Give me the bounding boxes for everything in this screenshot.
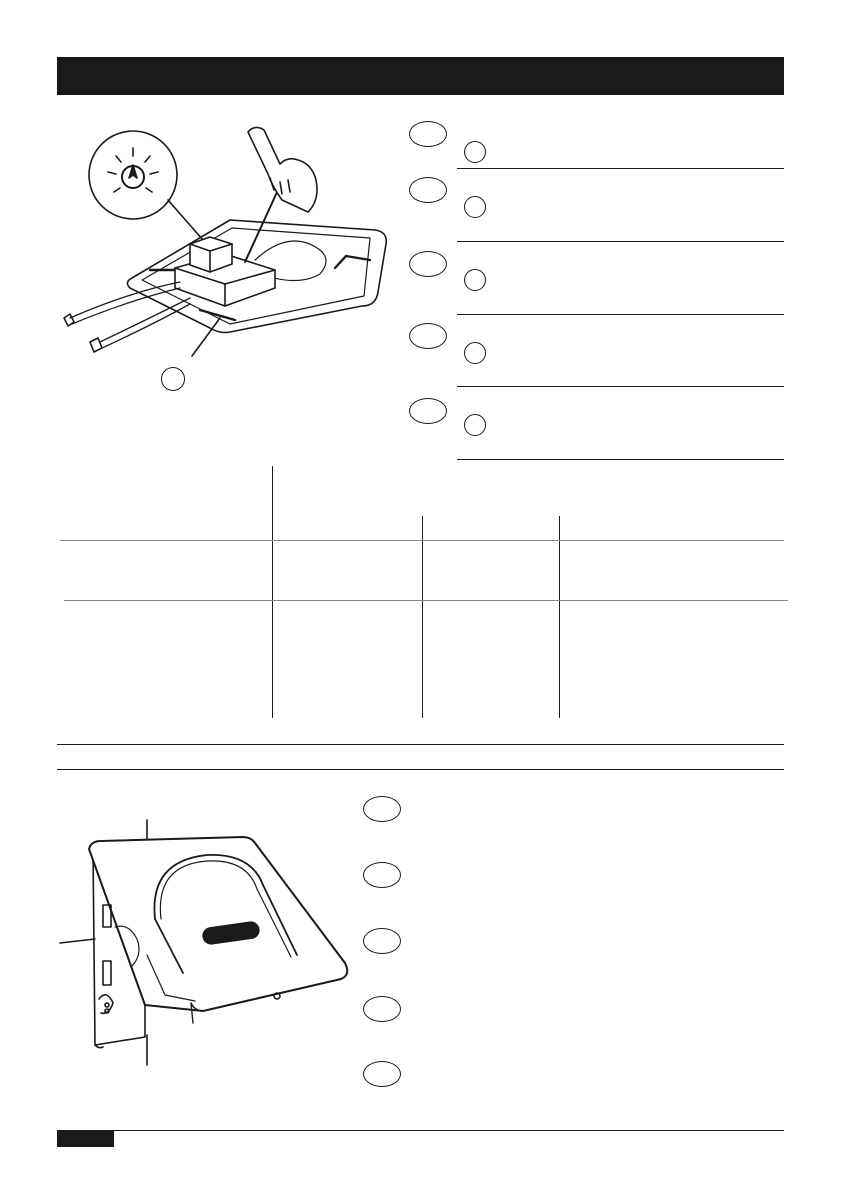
page-number-block	[57, 1131, 114, 1147]
language-marker-3	[363, 928, 401, 954]
step-number-circle	[464, 141, 486, 163]
wall-cover-icon	[60, 820, 347, 1065]
language-marker-4	[363, 996, 401, 1022]
list-divider	[457, 168, 784, 169]
list-divider	[457, 241, 784, 242]
step-number-circle	[464, 414, 486, 436]
footer-rule	[57, 1130, 784, 1131]
page-header-bar	[57, 57, 784, 95]
language-marker-5	[409, 398, 447, 424]
table-row	[60, 546, 784, 596]
thermostat-installation-illustration	[50, 120, 400, 400]
illustration-callout-marker	[161, 367, 185, 391]
language-marker-4	[409, 323, 447, 349]
step-number-circle	[464, 196, 486, 218]
list-divider	[457, 386, 784, 387]
thermostat-dial-icon	[89, 131, 177, 219]
language-marker-2	[363, 862, 401, 888]
language-marker-1	[409, 121, 447, 147]
language-marker-5	[363, 1061, 401, 1087]
language-marker-3	[409, 251, 447, 277]
language-marker-1	[363, 796, 401, 822]
table-row-divider	[60, 540, 784, 541]
list-divider	[457, 314, 784, 315]
section-divider	[57, 769, 784, 770]
list-divider	[457, 459, 784, 460]
language-marker-2	[409, 177, 447, 203]
specification-table	[60, 466, 788, 720]
table-row	[60, 606, 784, 714]
step-number-circle	[464, 342, 486, 364]
section-divider	[57, 744, 784, 745]
step-number-circle	[464, 269, 486, 291]
wall-cover-illustration	[55, 815, 355, 1075]
table-row-divider	[64, 600, 788, 601]
